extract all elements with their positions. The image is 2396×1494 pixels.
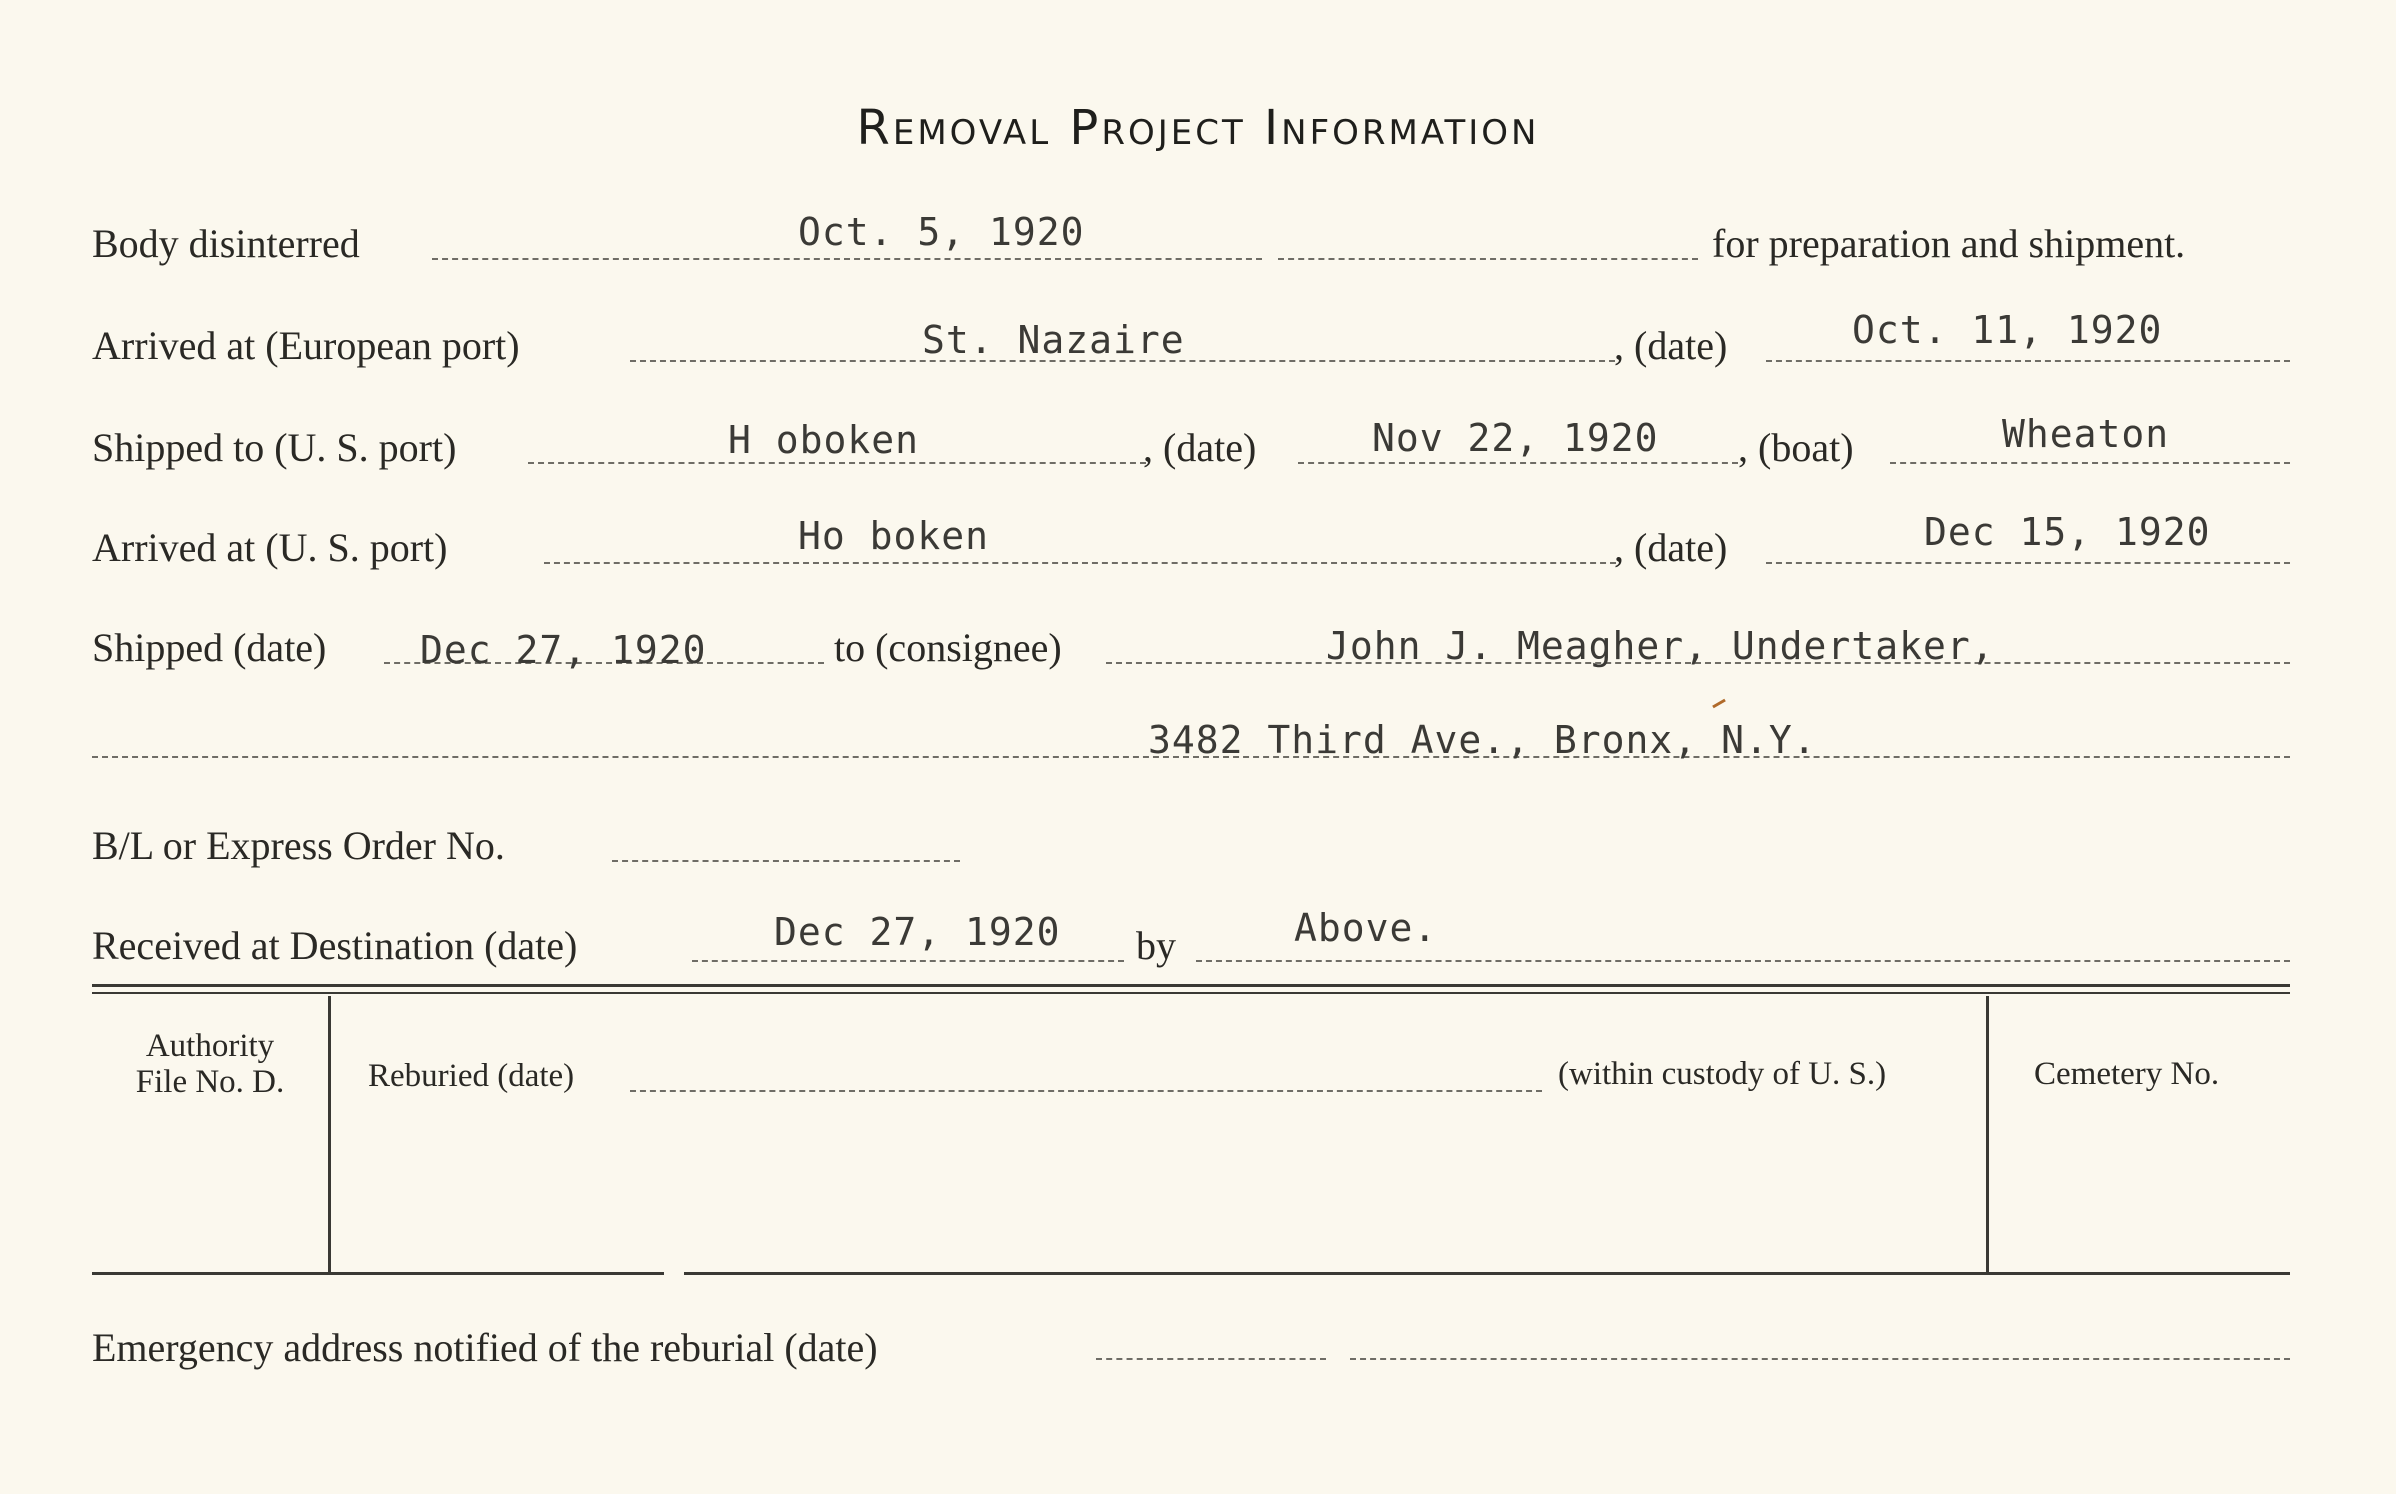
cemetery-no-label: Cemetery No.	[2034, 1056, 2220, 1092]
table-bottom-rule-left	[92, 1272, 664, 1275]
body-disinterred-label: Body disinterred	[92, 221, 360, 266]
shipped-to-us-date-line	[1298, 462, 1738, 464]
shipped-to-us-boat-line	[1890, 462, 2290, 464]
arrived-european-label: Arrived at (European port)	[92, 323, 520, 368]
shipped-to-us-port-line	[528, 462, 1146, 464]
table-top-rule	[92, 984, 2290, 987]
arrived-us-port-line	[544, 562, 1616, 564]
emergency-label: Emergency address notified of the reburial (date)	[92, 1325, 878, 1370]
received-by: Above.	[1294, 906, 1438, 950]
shipped-to-us-boat-label: , (boat)	[1738, 425, 1854, 470]
bl-line	[612, 860, 960, 862]
table-divider-left	[328, 996, 331, 1272]
arrived-european-date: Oct. 11, 1920	[1852, 308, 2163, 352]
body-disinterred-line-2	[1278, 258, 1698, 260]
arrived-european-port: St. Nazaire	[922, 318, 1185, 362]
received-by-line	[1196, 960, 2290, 962]
table-divider-right	[1986, 996, 1989, 1272]
arrived-us-port: Ho boken	[798, 514, 990, 558]
shipped-date-label: Shipped (date)	[92, 625, 327, 670]
consignee-address: 3482 Third Ave., Bronx, N.Y.	[1148, 718, 1817, 762]
pencil-mark	[1712, 699, 1726, 709]
arrived-us-date-label: , (date)	[1614, 525, 1728, 570]
custody-label: (within custody of U. S.)	[1558, 1056, 1887, 1092]
body-disinterred-suffix: for preparation and shipment.	[1712, 221, 2186, 266]
card-title: Removal Project Information	[856, 100, 1540, 156]
emergency-line-2	[1350, 1358, 2290, 1360]
bl-label: B/L or Express Order No.	[92, 823, 505, 868]
emergency-line	[1096, 1358, 1326, 1360]
authority-file-label: Authority File No. D.	[135, 1028, 285, 1100]
consignee-name: John J. Meagher, Undertaker,	[1326, 624, 1995, 668]
arrived-us-date-line	[1766, 562, 2290, 564]
arrived-us-date: Dec 15, 1920	[1924, 510, 2211, 554]
shipped-to-label: to (consignee)	[834, 625, 1062, 670]
shipped-to-us-port: H oboken	[728, 418, 920, 462]
shipped-to-us-boat: Wheaton	[2002, 412, 2170, 456]
table-bottom-rule-right	[684, 1272, 2290, 1275]
reburied-line	[630, 1090, 1542, 1092]
received-date-line	[692, 960, 1124, 962]
arrived-european-date-label: , (date)	[1614, 323, 1728, 368]
shipped-to-us-date-label: , (date)	[1143, 425, 1257, 470]
arrived-us-label: Arrived at (U. S. port)	[92, 525, 448, 570]
arrived-european-date-line	[1766, 360, 2290, 362]
reburied-label: Reburied (date)	[368, 1058, 575, 1094]
received-label: Received at Destination (date)	[92, 923, 578, 968]
table-top-rule-2	[92, 992, 2290, 994]
shipped-to-us-date: Nov 22, 1920	[1372, 416, 1659, 460]
body-disinterred-line	[432, 258, 1262, 260]
received-date: Dec 27, 1920	[774, 910, 1061, 954]
received-by-label: by	[1136, 923, 1176, 968]
body-disinterred-value: Oct. 5, 1920	[798, 210, 1085, 254]
shipped-date-value: Dec 27, 1920	[420, 628, 707, 672]
shipped-to-us-label: Shipped to (U. S. port)	[92, 425, 457, 470]
